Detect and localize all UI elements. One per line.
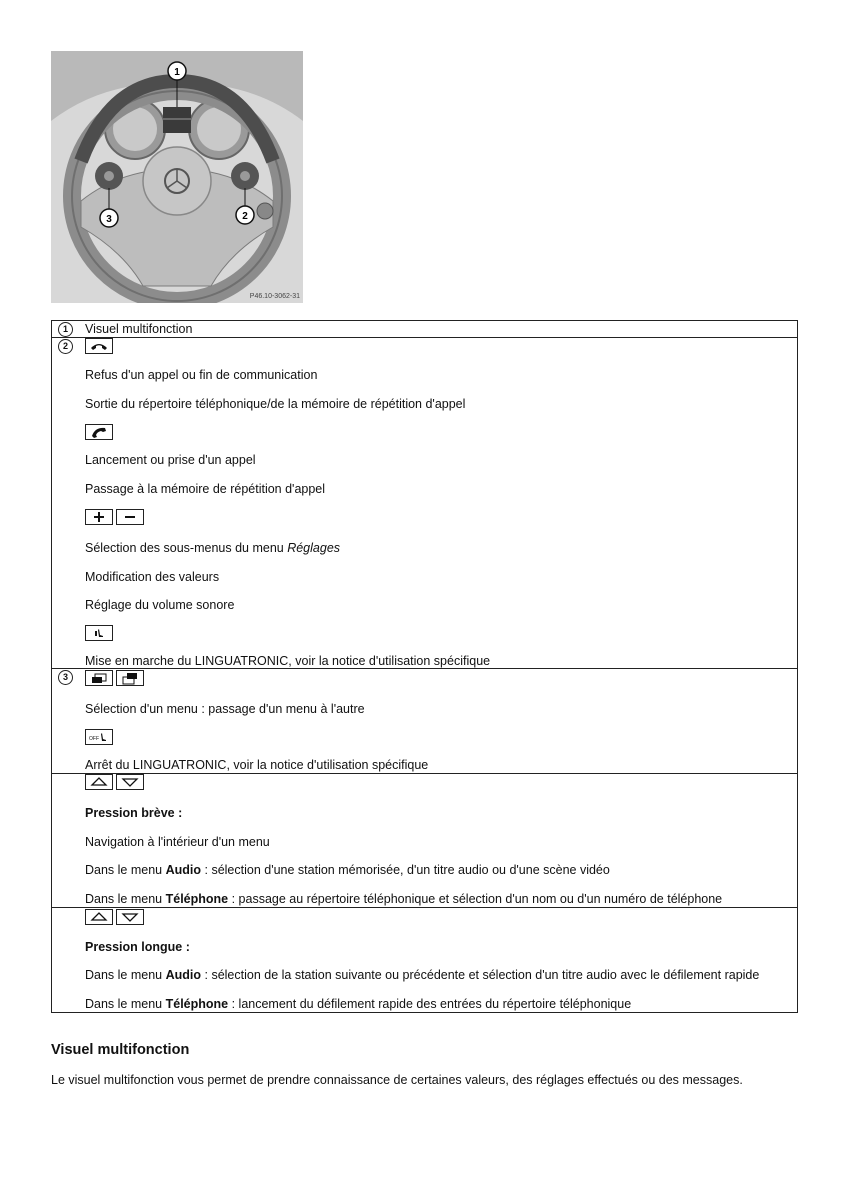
text-part: Dans le menu xyxy=(85,863,166,877)
svg-text:2: 2 xyxy=(242,211,248,222)
row-text: Mise en marche du LINGUATRONIC, voir la notice d'utilisation spécifique xyxy=(85,654,491,668)
arrow-up-icon xyxy=(85,774,113,790)
minus-icon xyxy=(116,509,144,525)
row-number: 1 xyxy=(58,322,73,337)
legend-table xyxy=(51,320,798,1013)
row-text: Modification des valeurs xyxy=(85,570,220,584)
row-text: Visuel multifonction xyxy=(85,322,193,336)
row-text: Sortie du répertoire téléphonique/de la mémoire de répétition d'appel xyxy=(85,397,466,411)
legend-row-2 xyxy=(52,337,797,668)
text-bold: Audio xyxy=(165,968,202,982)
row-number: 3 xyxy=(58,670,73,685)
row-text: Refus d'un appel ou fin de communication xyxy=(85,368,318,382)
svg-text:1: 1 xyxy=(174,67,180,78)
hang-up-icon xyxy=(85,338,113,354)
legend-row-1 xyxy=(52,321,797,337)
row-text: Arrêt du LINGUATRONIC, voir la notice d'utilisation spécifique xyxy=(85,758,429,772)
row-text: Réglage du volume sonore xyxy=(85,598,235,612)
steering-wheel-illustration xyxy=(51,51,303,303)
arrow-down-icon xyxy=(116,774,144,790)
callout-3 xyxy=(100,209,118,227)
text-part: : sélection d'une station mémorisée, d'un titre audio ou d'une scène vidéo xyxy=(201,863,610,877)
section-title: Visuel multifonction xyxy=(51,1042,190,1058)
legend-row-5 xyxy=(52,907,797,1012)
text-part: Dans le menu xyxy=(85,997,166,1011)
row-text xyxy=(85,996,631,1012)
row-text xyxy=(85,967,759,983)
text-bold: Téléphone xyxy=(165,892,229,906)
text-italic: Réglages xyxy=(287,541,341,555)
voice-control-icon xyxy=(85,625,113,641)
text-part: : lancement du défilement rapide des entrées du répertoire téléphonique xyxy=(228,997,632,1011)
menu-prev-icon xyxy=(85,670,113,686)
phone-pickup-icon xyxy=(85,424,113,440)
text-part: Dans le menu xyxy=(85,892,166,906)
callout-1 xyxy=(168,62,186,80)
row-text xyxy=(85,891,722,907)
text-part: Dans le menu xyxy=(85,968,166,982)
text-part: : sélection de la station suivante ou précédente et sélection d'un titre audio avec le défilement rapide xyxy=(201,968,760,982)
svg-text:3: 3 xyxy=(106,214,112,225)
row-number: 2 xyxy=(58,339,73,354)
steering-wheel-photo xyxy=(51,51,303,303)
row-heading: Pression brève : xyxy=(85,806,183,820)
row-text xyxy=(85,862,610,878)
voice-off-icon xyxy=(85,729,113,745)
callout-2 xyxy=(236,206,254,224)
svg-text:OFF: OFF xyxy=(89,736,99,742)
row-text: Navigation à l'intérieur d'un menu xyxy=(85,835,270,849)
menu-next-icon xyxy=(116,670,144,686)
text-part: : passage au répertoire téléphonique et sélection d'un nom ou d'un numéro de téléphone xyxy=(228,892,723,906)
text-part: Sélection des sous-menus du menu xyxy=(85,541,288,555)
legend-row-4 xyxy=(52,773,797,907)
plus-icon xyxy=(85,509,113,525)
arrow-up-icon xyxy=(85,909,113,925)
row-heading: Pression longue : xyxy=(85,940,190,954)
row-text: Sélection d'un menu : passage d'un menu à l'autre xyxy=(85,702,365,716)
figure-code: P46.10-3062-31 xyxy=(249,293,300,300)
text-bold: Téléphone xyxy=(165,997,229,1011)
row-text xyxy=(85,540,340,556)
row-text: Lancement ou prise d'un appel xyxy=(85,453,256,467)
legend-row-3 xyxy=(52,668,797,773)
text-bold: Audio xyxy=(165,863,202,877)
arrow-down-icon xyxy=(116,909,144,925)
row-text: Passage à la mémoire de répétition d'appel xyxy=(85,482,326,496)
section-text: Le visuel multifonction vous permet de prendre connaissance de certaines valeurs, des réglages effectués ou des messages. xyxy=(51,1073,743,1087)
